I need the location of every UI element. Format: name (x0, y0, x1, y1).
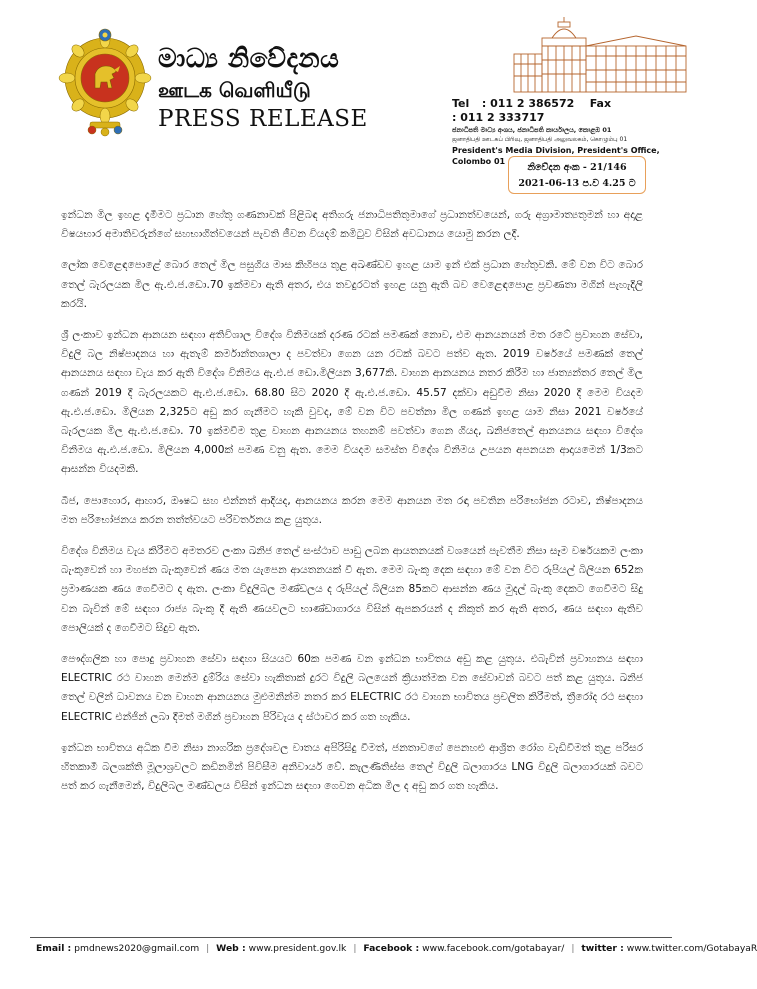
reference-datetime: 2021-06-13 ප.ව 4.25 ට (518, 178, 636, 189)
body-paragraph: බීජ, පොහොර, ආහාර, ඖෂධ සහ එන්නත් ආදියද, ආනයනය කරන මෙම ආනයන මත රඳා පවතින පරිභෝජන රටාව, නිෂ්පාදනය මත පරිභෝජනය කරන තත්ත්වයට පරිවර්තනය කළ යුතුය. (61, 494, 643, 526)
press-release-title (158, 44, 368, 134)
address-tamil: ஜனாதிபதி ஊடகப் பிரிவு, ஜனாதிபதி அலுவலகம், கொழும்பு 01 (452, 136, 628, 143)
reference-box (508, 156, 646, 194)
body-paragraph: ලෝක වෙළෙඳපොළේ බොර තෙල් මිල පසුගිය මාස කිහිපය තුළ අඛණ්ඩව ඉහළ යාම ඉන් එක් ප්‍රධාන හේතුවකි. මේ වන විට බොර තෙල් බැරලයක මිල ඇ.එ.ජ.ඩො.70 ඉක්මවා ඇති අතර, එය තවදුරටත් ඉහළ යනු ඇති බව වෙළෙඳපොළ ප්‍රවණතා මගින් පැහැදිලි කරයි. (61, 259, 643, 310)
body-paragraph: ඉන්ධන භාවිතය අධික වීම නිසා නාගරික ප්‍රදේශවල වාතය අපිරිසිදු වීමත්, ජනතාවගේ පෙනහළු ආශ්‍රිත රෝග වැඩිවීමත් තුළ පරිසර හිතකාමී බලශක්ති මූලාශ්‍රවලට කඩිනමින් පිවිසීම අනිවාර්ය වේ. කැලණිතිස්ස තෙල් විදුලි බලාගාරය LNG විදුලි බලාගාරයක් බවට පත් කර ගැනීමෙන්, විදුලිබල මණ්ඩලය විසින් ඉන්ධන සඳහා ගෙවන අධික මිල ද අඩු කර ගත හැකිය. (61, 741, 644, 793)
title-tamil: ஊடக வெளியீடு (158, 78, 311, 102)
fax-value: : 011 2 333717 (452, 111, 545, 124)
tel-value: : 011 2 386572 (481, 97, 575, 110)
presidential-secretariat-building-icon (512, 16, 688, 94)
fax-label: Fax (589, 97, 612, 110)
email-link[interactable]: pmdnews2020@gmail.com (74, 943, 200, 954)
title-sinhala: මාධ්‍ය නිවේදනය (158, 44, 340, 74)
web-link[interactable]: www.president.gov.lk (248, 943, 347, 954)
twitter-label: twitter : (581, 943, 624, 954)
reference-number: නිවේදන අංක - 21/146 (527, 162, 627, 173)
facebook-link[interactable]: www.facebook.com/gotabayar/ (422, 943, 565, 954)
press-release-body (61, 206, 643, 808)
footer: Email : pmdnews2020@gmail.com | Web : www.president.gov.lk | Facebook : www.facebook.com/gotabayar/ | twitter : www.twitter.com/GotabayaR (36, 943, 757, 954)
body-paragraph: ශ්‍රී ලංකාව ඉන්ධන ආනයන සඳහා අතිවිශාල විදේශ විනිමයක් දරණ රටක් පමණක් නොව, එම ආනයනයන් මත රටේ ප්‍රවාහන සේවා, විදුලි බල නිෂ්පාදනය හා ඇතැම් කර්මාන්තශාලා ද පවත්වා ගෙන යන රටක් බවට පත්ව ඇත. 2019 වර්ෂයේ පමණක් තෙල් ආනයනය සඳහා වැය කර ඇති විදේශ විනිමය ඇ.එ.ජ ඩො.මිලියන 3,677කි. වාහන ආනයනය නතර කිරීම හා ජාත්‍යන්තර තෙල් මිල ගණන් 2019 දී බැරලයකට ඇ.එ.ජ.ඩො. 68.80 සිට 2020 දී ඇ.එ.ජ.ඩො. 45.57 දක්වා අඩුවීම නිසා 2020 දී මෙම වියදම ඇ.එ.ජ.ඩො. මිලියන 2,325ට අඩු කර ගැනීමට හැකි වුවද, මේ වන විට පවත්නා මිල ගණන් ඉහළ යාම නිසා 2021 වර්ෂයේ බැරලයක මිල ඇ.එ.ජ.ඩො. 70 ඉක්මවීම තුළ වාහන ආනයනය තහනම් පවත්වා ගෙන ගියද, ඛනිජතෙල් ආනයනය සඳහා විදේශ විනිමය ඇ.එ.ජ.ඩො. මිලියන 4,000ක් පමණ වනු ඇත. මෙම වියදම සමස්ත විදේශ විනිමය උපයන අපනයන ආදායමෙන් 1/3කට ආසන්න වියදමකි. (61, 329, 643, 476)
footer-divider (30, 937, 672, 938)
facebook-label: Facebook : (363, 943, 420, 954)
body-paragraph: පෞද්ගලික හා පොදු ප්‍රවාහන සේවා සඳහා සියයට 60ක පමණ වන ඉන්ධන භාවිතය අඩු කළ යුතුය. එබැවින් ප්‍රවාහනය සඳහා ELECTRIC රථ වාහන මෙන්ම දුම්රිය සේවා හැකිතාක් දුරට විදුලි බලයෙන් ක්‍රියාත්මක වන සේවාවන් බවට පත් කළ යුතුය. ඛනිජ තෙල් වලින් ධාවනය වන වාහන ආනයනය මුළුමනින්ම නතර කර ELECTRIC රථ වාහන භාවිතය ප්‍රචලිත කිරීමත්, ත්‍රීරෝද රථ සඳහා ELECTRIC එන්ජින් ලබා දීමත් මගින් ප්‍රවාහන පිරිවැය ද ස්ථාවර කර ගත හැකිය. (61, 653, 643, 723)
twitter-link[interactable]: www.twitter.com/GotabayaR (626, 943, 757, 954)
web-label: Web : (216, 943, 246, 954)
title-english: PRESS RELEASE (158, 106, 368, 132)
address-english: President's Media Division, President's Office, Colombo 01 (452, 146, 660, 166)
address-sinhala: ජනාධිපති මාධ්‍ය අංශය, ජනාධිපති කාර්යාලය, කොළඹ 01 (452, 126, 612, 134)
sri-lanka-emblem-icon (62, 26, 148, 138)
body-paragraph: ඉන්ධන මිල ඉහළ දැමීමට ප්‍රධාන හේතු ගණනාවක් පිළිබඳ අතිගරු ජනාධිපතිතුමාගේ ප්‍රධානත්වයෙන්, ගරු අග්‍රාමාත්‍යතුමන් හා අදාළ විෂයභාර අමාතිවරුන්ගේ සහභාගිත්වයෙන් පැවති ජීවන වියදම් කමිටුව විසින් අවධානය යොමු කරන ලදී. (61, 209, 643, 241)
body-paragraph: විදේශ විනිමය වැය කිරීමට අමතරව ලංකා ඛනිජ තෙල් සංස්ථාව පාඩු ලබන ආයතනයක් වශයෙන් පැවතීම නිසා සෑම වර්ෂයකම ලංකා බැංකුවෙන් හා මහජන බැංකුවෙන් ණය මත යැපෙන ආයතනයක් වී ඇත. මෙම බැංකු දෙක සඳහා මේ වන විට රුපියල් බිලියන 652ක ප්‍රමාණයක ණය ගෙවීමට ද ඇත. ලංකා විදුලිබල මණ්ඩලය ද රුපියල් බිලියන 85කට ආසන්න ණය මුදල් බැංකු දෙකට ගෙවීමට සිදු වන බැවින් මේ සඳහා රාජ්‍ය බැංකු දී ඇති ණයවලට භාණ්ඩාගාරය විසින් ඇපකරයන් ද නිකුත් කර ඇති අතර, ණය සඳහා ඇතිව පොලියක් ද ගෙවීමට සිදුව ඇත. (61, 545, 643, 634)
email-label: Email : (36, 943, 72, 954)
tel-label: Tel (452, 97, 470, 110)
